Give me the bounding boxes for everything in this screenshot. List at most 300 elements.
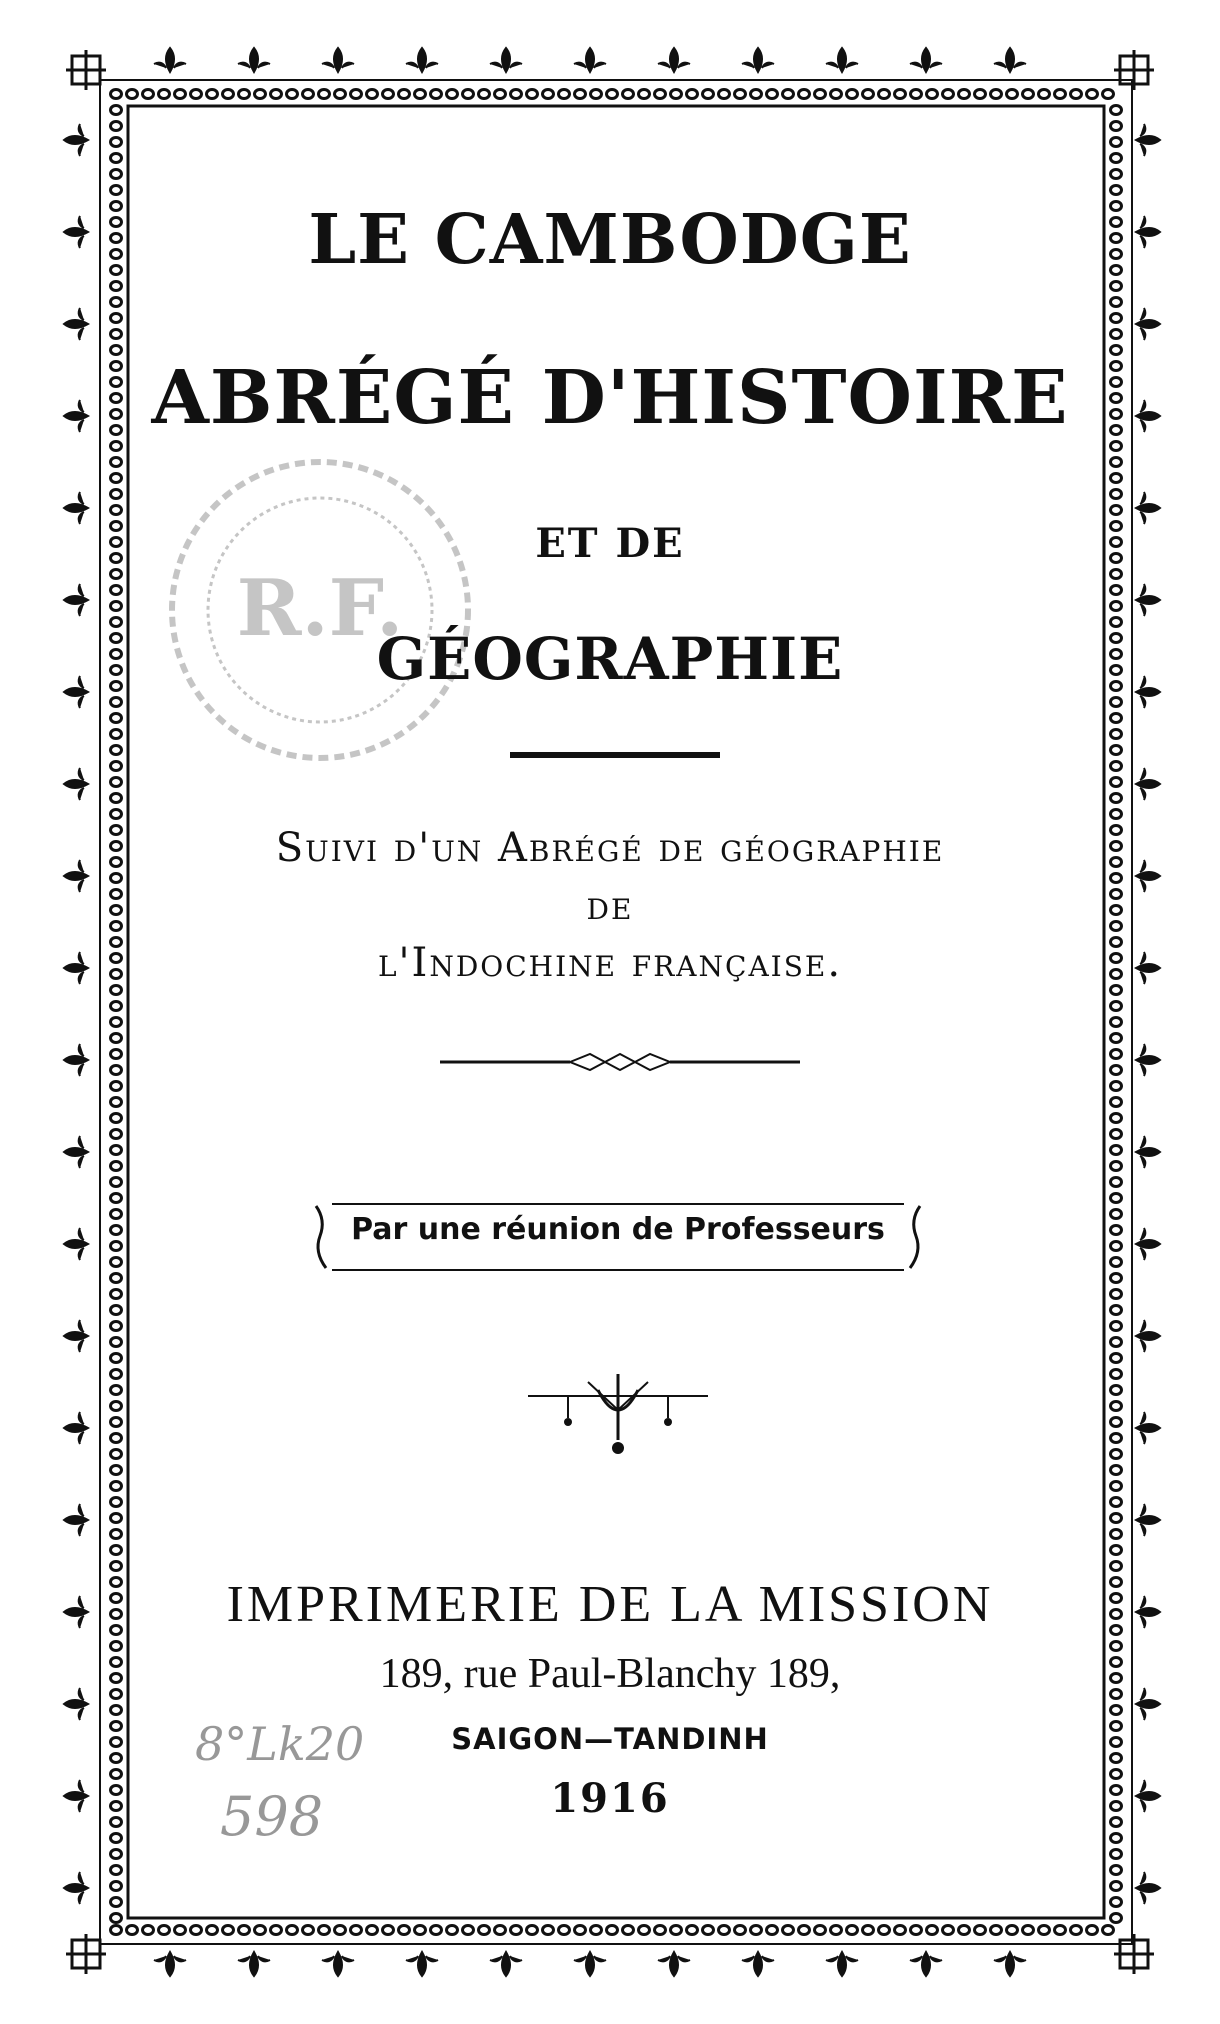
border-bead (1111, 1850, 1122, 1859)
library-stamp (160, 450, 480, 770)
border-bead (543, 90, 554, 99)
fleuron-icon (64, 124, 88, 156)
fleuron-icon (322, 48, 354, 72)
border-bead (1111, 1050, 1122, 1059)
border-bead (1111, 1914, 1122, 1923)
border-bead (111, 1850, 122, 1859)
border-bead (111, 714, 122, 723)
border-bead (111, 458, 122, 467)
fleuron-icon (238, 1952, 270, 1976)
border-bead (463, 90, 474, 99)
border-bead (335, 1926, 346, 1935)
border-bead (111, 1306, 122, 1315)
fleuron-icon (826, 1952, 858, 1976)
border-bead (479, 90, 490, 99)
border-bead (1111, 1210, 1122, 1219)
border-bead (479, 1926, 490, 1935)
border-bead (223, 1926, 234, 1935)
fleuron-icon (1136, 1320, 1160, 1352)
border-bead (111, 1562, 122, 1571)
title-line-4: GÉOGRAPHIE (376, 625, 844, 693)
border-bead (607, 1926, 618, 1935)
border-bead (447, 1926, 458, 1935)
border-bead (1111, 586, 1122, 595)
border-bead (527, 90, 538, 99)
border-bead (111, 1914, 122, 1923)
border-bead (991, 90, 1002, 99)
fleuron-icon (994, 1952, 1026, 1976)
border-bead (111, 154, 122, 163)
border-bead (1055, 1926, 1066, 1935)
border-bead (111, 1082, 122, 1091)
border-bead (111, 778, 122, 787)
border-bead (1103, 90, 1114, 99)
border-bead (111, 1050, 122, 1059)
border-bead (1111, 1290, 1122, 1299)
author-line: Par une réunion de Professeurs (351, 1212, 885, 1247)
title-line-2: ABRÉGÉ D'HISTOIRE (151, 355, 1069, 441)
border-bead (463, 1926, 474, 1935)
border-bead (831, 1926, 842, 1935)
border-bead (575, 90, 586, 99)
border-bead (1111, 1882, 1122, 1891)
border-bead (431, 1926, 442, 1935)
border-bead (1111, 1306, 1122, 1315)
border-bead (351, 90, 362, 99)
border-bead (159, 1926, 170, 1935)
border-bead (111, 1514, 122, 1523)
border-bead (1111, 1834, 1122, 1843)
border-bead (1111, 1082, 1122, 1091)
border-bead (799, 90, 810, 99)
border-bead (431, 90, 442, 99)
border-bead (111, 1546, 122, 1555)
border-bead (495, 90, 506, 99)
border-bead (287, 1926, 298, 1935)
border-bead (543, 1926, 554, 1935)
border-bead (1111, 1898, 1122, 1907)
fleuron-icon (574, 1952, 606, 1976)
fleuron-icon (64, 1136, 88, 1168)
border-bead (1111, 1482, 1122, 1491)
border-bead (447, 90, 458, 99)
border-bead (687, 1926, 698, 1935)
border-bead (191, 90, 202, 99)
border-bead (1111, 1514, 1122, 1523)
fleuron-icon (1136, 308, 1160, 340)
fleuron-icon (742, 48, 774, 72)
border-bead (319, 1926, 330, 1935)
border-bead (1111, 794, 1122, 803)
border-bead (1111, 1386, 1122, 1395)
publisher-city: SAIGON—TANDINH (451, 1722, 769, 1756)
border-bead (111, 1178, 122, 1187)
border-bead (1111, 762, 1122, 771)
border-bead (1111, 714, 1122, 723)
border-bead (207, 90, 218, 99)
border-bead (127, 90, 138, 99)
border-bead (895, 90, 906, 99)
border-bead (639, 1926, 650, 1935)
border-bead (623, 90, 634, 99)
publisher-name: IMPRIMERIE DE LA MISSION (226, 1576, 994, 1633)
border-bead (527, 1926, 538, 1935)
border-bead (1111, 1066, 1122, 1075)
border-bead (111, 1162, 122, 1171)
border-bead (1111, 1546, 1122, 1555)
border-bead (1111, 106, 1122, 115)
border-bead (111, 298, 122, 307)
fleuron-icon (1136, 1412, 1160, 1444)
border-bead (1087, 1926, 1098, 1935)
fleuron-icon (64, 1320, 88, 1352)
border-bead (111, 138, 122, 147)
border-bead (1111, 1002, 1122, 1011)
border-bead (511, 90, 522, 99)
border-bead (1111, 346, 1122, 355)
border-bead (863, 90, 874, 99)
border-bead (223, 90, 234, 99)
title-line-1: LE CAMBODGE (308, 200, 912, 280)
fleuron-ornament (528, 1370, 708, 1460)
fleuron-icon (1136, 768, 1160, 800)
border-bead (111, 1290, 122, 1299)
border-bead (815, 1926, 826, 1935)
fleuron-icon (826, 48, 858, 72)
border-bead (111, 1530, 122, 1539)
border-bead (655, 90, 666, 99)
border-bead (911, 1926, 922, 1935)
border-bead (239, 90, 250, 99)
fleuron-icon (658, 1952, 690, 1976)
border-bead (975, 90, 986, 99)
border-bead (1055, 90, 1066, 99)
border-bead (127, 1926, 138, 1935)
border-bead (1111, 506, 1122, 515)
border-bead (111, 874, 122, 883)
border-bead (367, 90, 378, 99)
border-bead (111, 698, 122, 707)
border-bead (111, 1834, 122, 1843)
border-bead (287, 90, 298, 99)
border-bead (1023, 90, 1034, 99)
border-bead (143, 90, 154, 99)
fleuron-icon (994, 48, 1026, 72)
shelfmark-line1: 8°Lk20 (195, 1717, 365, 1771)
border-bead (111, 1418, 122, 1427)
border-bead (1103, 1926, 1114, 1935)
border-bead (111, 1402, 122, 1411)
fleuron-icon (64, 1044, 88, 1076)
border-bead (207, 1926, 218, 1935)
border-bead (1111, 1402, 1122, 1411)
border-bead (1071, 90, 1082, 99)
border-bead (879, 90, 890, 99)
fleuron-icon (574, 48, 606, 72)
border-bead (271, 1926, 282, 1935)
fleuron-icon (64, 1228, 88, 1260)
border-bead (559, 1926, 570, 1935)
border-bead (1111, 282, 1122, 291)
border-bead (927, 1926, 938, 1935)
border-bead (1111, 1178, 1122, 1187)
border-bead (111, 1322, 122, 1331)
border-bead (975, 1926, 986, 1935)
border-bead (991, 1926, 1002, 1935)
border-bead (687, 90, 698, 99)
border-bead (703, 1926, 714, 1935)
border-bead (1111, 298, 1122, 307)
border-bead (319, 90, 330, 99)
border-bead (1023, 1926, 1034, 1935)
border-bead (1111, 1450, 1122, 1459)
border-bead (111, 330, 122, 339)
border-bead (1111, 602, 1122, 611)
border-bead (111, 1706, 122, 1715)
border-bead (1111, 1146, 1122, 1155)
border-bead (111, 602, 122, 611)
fleuron-icon (154, 1952, 186, 1976)
border-bead (1111, 314, 1122, 323)
border-bead (879, 1926, 890, 1935)
fleuron-icon (742, 1952, 774, 1976)
border-bead (111, 570, 122, 579)
border-bead (1111, 490, 1122, 499)
border-bead (111, 1498, 122, 1507)
fleuron-icon (238, 48, 270, 72)
fleuron-icon (658, 48, 690, 72)
border-bead (911, 90, 922, 99)
border-bead (767, 90, 778, 99)
border-bead (111, 1882, 122, 1891)
border-bead (111, 1098, 122, 1107)
border-bead (1111, 698, 1122, 707)
fleuron-icon (1136, 1872, 1160, 1904)
border-bead (799, 1926, 810, 1935)
border-bead (1111, 458, 1122, 467)
border-bead (1039, 1926, 1050, 1935)
border-bead (111, 282, 122, 291)
border-bead (111, 346, 122, 355)
fleuron-icon (64, 584, 88, 616)
border-bead (1111, 1418, 1122, 1427)
border-bead (1111, 730, 1122, 739)
fleuron-icon (64, 1504, 88, 1536)
border-bead (1111, 986, 1122, 995)
fleuron-icon (910, 1952, 942, 1976)
border-bead (831, 90, 842, 99)
border-bead (1111, 1114, 1122, 1123)
border-bead (111, 1130, 122, 1139)
border-bead (111, 186, 122, 195)
border-bead (191, 1926, 202, 1935)
border-bead (111, 1242, 122, 1251)
border-bead (1111, 154, 1122, 163)
border-bead (1111, 1226, 1122, 1235)
border-bead (1039, 90, 1050, 99)
fleuron-icon (322, 1952, 354, 1976)
fleuron-icon (1136, 1228, 1160, 1260)
border-bead (415, 1926, 426, 1935)
border-bead (655, 1926, 666, 1935)
border-bead (399, 90, 410, 99)
border-bead (111, 122, 122, 131)
border-bead (863, 1926, 874, 1935)
fleuron-icon (64, 768, 88, 800)
border-bead (175, 1926, 186, 1935)
shelfmark-line2: 598 (220, 1785, 324, 1848)
subtitle-line-1: Suivi d'un Abrégé de géographie (275, 825, 945, 871)
border-bead (111, 1258, 122, 1267)
border-bead (1111, 1130, 1122, 1139)
corner-cross-icon (1114, 1934, 1154, 1974)
border-bead (1111, 1018, 1122, 1027)
border-bead (1111, 1258, 1122, 1267)
border-bead (671, 90, 682, 99)
border-bead (1087, 90, 1098, 99)
border-bead (111, 1146, 122, 1155)
border-bead (111, 986, 122, 995)
border-bead (1111, 570, 1122, 579)
border-bead (1111, 122, 1122, 131)
border-bead (111, 442, 122, 451)
border-bead (1111, 1370, 1122, 1379)
fleuron-icon (64, 308, 88, 340)
border-bead (383, 90, 394, 99)
border-bead (1111, 1162, 1122, 1171)
fleuron-icon (1136, 584, 1160, 616)
corner-cross-icon (1114, 50, 1154, 90)
border-bead (1111, 1242, 1122, 1251)
border-bead (111, 794, 122, 803)
subtitle-line-3: l'Indochine française. (377, 940, 843, 986)
border-bead (623, 1926, 634, 1935)
border-bead (591, 90, 602, 99)
border-bead (111, 1898, 122, 1907)
border-bead (175, 90, 186, 99)
border-bead (1111, 1034, 1122, 1043)
stamp-text: R.F. (236, 563, 404, 654)
fleuron-icon (406, 1952, 438, 1976)
border-bead (1111, 170, 1122, 179)
border-bead (671, 1926, 682, 1935)
fleuron-icon (490, 48, 522, 72)
border-bead (591, 1926, 602, 1935)
border-bead (1111, 1562, 1122, 1571)
border-bead (399, 1926, 410, 1935)
border-bead (111, 1466, 122, 1475)
border-bead (1111, 1274, 1122, 1283)
border-bead (719, 1926, 730, 1935)
border-bead (111, 1002, 122, 1011)
ornamental-divider (440, 1050, 800, 1074)
border-bead (1111, 1354, 1122, 1363)
border-bead (111, 106, 122, 115)
border-bead (735, 90, 746, 99)
border-bead (703, 90, 714, 99)
border-bead (1111, 186, 1122, 195)
border-bead (959, 1926, 970, 1935)
border-bead (719, 90, 730, 99)
border-bead (271, 90, 282, 99)
fleuron-icon (64, 1412, 88, 1444)
border-bead (111, 1034, 122, 1043)
border-bead (1111, 778, 1122, 787)
border-bead (335, 90, 346, 99)
border-bead (111, 1338, 122, 1347)
border-bead (1111, 442, 1122, 451)
border-bead (1111, 1530, 1122, 1539)
border-bead (415, 90, 426, 99)
border-bead (111, 810, 122, 819)
fleuron-icon (406, 48, 438, 72)
border-bead (1111, 746, 1122, 755)
border-bead (1071, 1926, 1082, 1935)
border-bead (1111, 1194, 1122, 1203)
title-line-3: ET DE (535, 520, 685, 567)
border-bead (1111, 1338, 1122, 1347)
border-bead (239, 1926, 250, 1935)
fleuron-icon (910, 48, 942, 72)
border-bead (751, 1926, 762, 1935)
border-bead (111, 1114, 122, 1123)
border-bead (735, 1926, 746, 1935)
border-bead (111, 1450, 122, 1459)
border-bead (847, 1926, 858, 1935)
fleuron-icon (1136, 1504, 1160, 1536)
border-bead (111, 746, 122, 755)
border-bead (1111, 474, 1122, 483)
border-bead (959, 90, 970, 99)
border-bead (943, 1926, 954, 1935)
border-bead (943, 90, 954, 99)
border-bead (111, 730, 122, 739)
border-bead (143, 1926, 154, 1935)
border-bead (111, 1066, 122, 1075)
fleuron-icon (154, 48, 186, 72)
border-bead (639, 90, 650, 99)
fleuron-icon (1136, 1136, 1160, 1168)
border-bead (559, 90, 570, 99)
border-bead (1111, 1098, 1122, 1107)
title-rule (510, 752, 720, 760)
border-bead (255, 90, 266, 99)
border-bead (111, 762, 122, 771)
border-bead (1007, 1926, 1018, 1935)
border-bead (1111, 1706, 1122, 1715)
fleuron-icon (490, 1952, 522, 1976)
border-bead (111, 1226, 122, 1235)
fleuron-icon (1136, 124, 1160, 156)
border-bead (367, 1926, 378, 1935)
border-bead (303, 1926, 314, 1935)
border-bead (495, 1926, 506, 1935)
border-bead (783, 90, 794, 99)
border-bead (1111, 138, 1122, 147)
border-bead (1111, 1322, 1122, 1331)
border-bead (111, 1866, 122, 1875)
border-bead (767, 1926, 778, 1935)
border-bead (111, 170, 122, 179)
border-bead (1111, 810, 1122, 819)
border-bead (111, 1194, 122, 1203)
border-bead (111, 1354, 122, 1363)
border-bead (255, 1926, 266, 1935)
border-bead (111, 490, 122, 499)
border-bead (1111, 1866, 1122, 1875)
border-bead (111, 1386, 122, 1395)
author-cartouche (312, 1200, 924, 1274)
